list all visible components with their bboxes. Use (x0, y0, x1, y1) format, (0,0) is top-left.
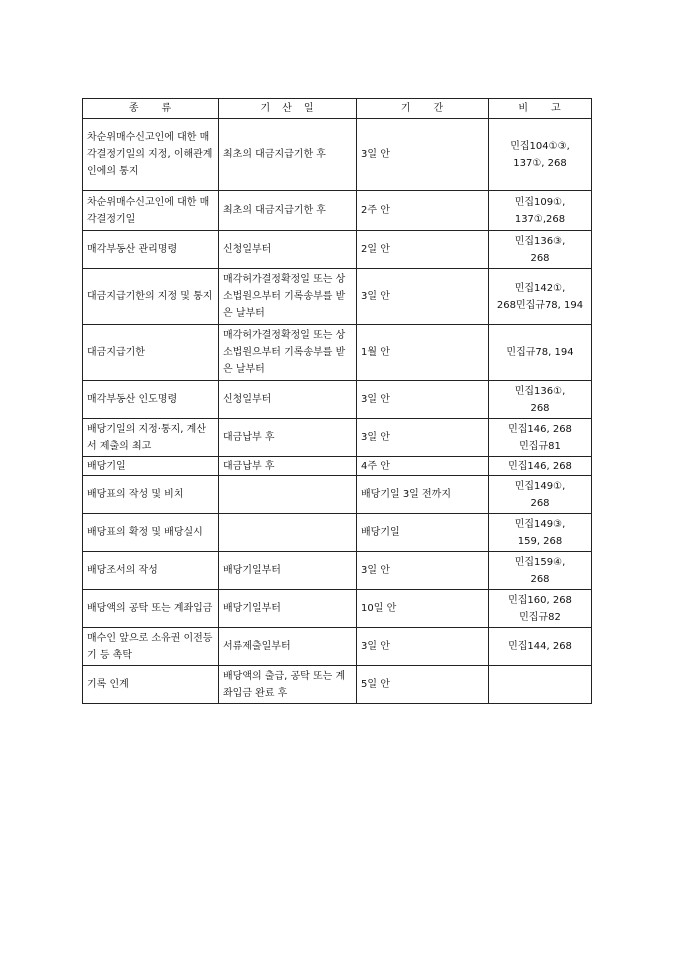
cell-type: 대금지급기한의 지정 및 통지 (83, 269, 219, 325)
cell-start: 최초의 대금지급기한 후 (219, 119, 357, 191)
cell-note: 민집109①, 137①,268 (489, 191, 592, 231)
cell-start: 서류제출일부터 (219, 628, 357, 666)
cell-type: 배당표의 확정 및 배당실시 (83, 514, 219, 552)
cell-note: 민집149③, 159, 268 (489, 514, 592, 552)
cell-type: 기록 인계 (83, 666, 219, 704)
cell-start: 최초의 대금지급기한 후 (219, 191, 357, 231)
cell-type: 매수인 앞으로 소유권 이전등기 등 촉탁 (83, 628, 219, 666)
table-row (83, 119, 592, 191)
header-period: 기 간 (357, 99, 489, 119)
table-row (83, 666, 592, 704)
header-type: 종 류 (83, 99, 219, 119)
cell-start (219, 514, 357, 552)
cell-note: 민집159④, 268 (489, 552, 592, 590)
cell-period: 10일 안 (357, 590, 489, 628)
cell-period: 3일 안 (357, 552, 489, 590)
header-start-date: 기 산 일 (219, 99, 357, 119)
cell-type: 대금지급기한 (83, 325, 219, 381)
table-row (83, 325, 592, 381)
table-row (83, 514, 592, 552)
header-note: 비 고 (489, 99, 592, 119)
cell-type: 배당기일의 지정·통지, 계산서 제출의 최고 (83, 419, 219, 457)
cell-note: 민집규78, 194 (489, 325, 592, 381)
cell-type: 차순위매수신고인에 대한 매각결정기일의 지정, 이해관계인에의 통지 (83, 119, 219, 191)
cell-note: 민집149①, 268 (489, 476, 592, 514)
cell-period: 4주 안 (357, 457, 489, 476)
cell-start: 대금납부 후 (219, 419, 357, 457)
cell-note: 민집104①③, 137①, 268 (489, 119, 592, 191)
cell-start: 신청일부터 (219, 381, 357, 419)
cell-type: 배당조서의 작성 (83, 552, 219, 590)
cell-note: 민집146, 268 민집규81 (489, 419, 592, 457)
cell-start: 배당기일부터 (219, 552, 357, 590)
cell-period: 3일 안 (357, 419, 489, 457)
table-row (83, 476, 592, 514)
cell-period: 2주 안 (357, 191, 489, 231)
cell-period: 3일 안 (357, 119, 489, 191)
cell-period: 3일 안 (357, 628, 489, 666)
table-row (83, 191, 592, 231)
cell-type: 매각부동산 관리명령 (83, 231, 219, 269)
table-row (83, 231, 592, 269)
table-row (83, 269, 592, 325)
cell-note: 민집136③, 268 (489, 231, 592, 269)
cell-start: 배당기일부터 (219, 590, 357, 628)
cell-type: 매각부동산 인도명령 (83, 381, 219, 419)
cell-period: 3일 안 (357, 269, 489, 325)
cell-note: 민집160, 268 민집규82 (489, 590, 592, 628)
cell-period: 배당기일 3일 전까지 (357, 476, 489, 514)
cell-period: 5일 안 (357, 666, 489, 704)
cell-start: 대금납부 후 (219, 457, 357, 476)
table-row (83, 381, 592, 419)
cell-period: 3일 안 (357, 381, 489, 419)
cell-period: 1월 안 (357, 325, 489, 381)
cell-type: 배당표의 작성 및 비치 (83, 476, 219, 514)
cell-start: 매각허가결정확정일 또는 상소법원으부터 기록송부를 받은 날부터 (219, 269, 357, 325)
cell-note: 민집142①, 268민집규78, 194 (489, 269, 592, 325)
cell-note: 민집144, 268 (489, 628, 592, 666)
cell-note: 민집146, 268 (489, 457, 592, 476)
table-row (83, 552, 592, 590)
cell-type: 배당액의 공탁 또는 계좌입금 (83, 590, 219, 628)
cell-period: 배당기일 (357, 514, 489, 552)
cell-period: 2일 안 (357, 231, 489, 269)
table-row (83, 457, 592, 476)
table-row (83, 628, 592, 666)
cell-start (219, 476, 357, 514)
table-row (83, 419, 592, 457)
cell-start: 배당액의 출급, 공탁 또는 계좌입금 완료 후 (219, 666, 357, 704)
cell-type: 차순위매수신고인에 대한 매각결정기일 (83, 191, 219, 231)
cell-start: 매각허가결정확정일 또는 상소법원으부터 기록송부를 받은 날부터 (219, 325, 357, 381)
deadline-table (82, 98, 592, 704)
cell-note: 민집136①, 268 (489, 381, 592, 419)
cell-start: 신청일부터 (219, 231, 357, 269)
cell-note (489, 666, 592, 704)
table-header-row (83, 99, 592, 119)
table-row (83, 590, 592, 628)
cell-type: 배당기일 (83, 457, 219, 476)
